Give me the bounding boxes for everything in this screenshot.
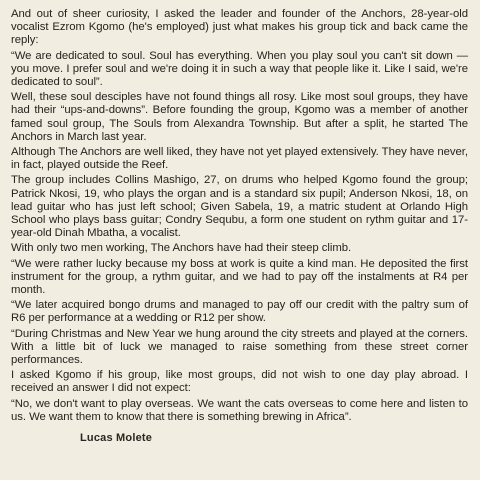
paragraph-closing-quote: “No, we don't want to play overseas. We want the cats overseas to come here and listen to us. We want them to know that there is something brewing in Africa”. — [11, 397, 468, 423]
paragraph-street-corners: “During Christmas and New Year we hung around the city streets and played at the corners. With a little bit of luck we managed to raise something from these street corner performances. — [11, 327, 468, 367]
paragraph-members: The group includes Collins Mashigo, 27, on drums who helped Kgomo found the group; Patrick Nkosi, 19, who plays the organ and is a standard six pupil; Anderson Nkosi, 18, on lead guitar who has just left school; Given Sabela, 19, a matric student at Orlando High School who plays bass guitar; Condry Sequbu, a form one student on rythm guitar and 17-year-old Dinah Mbatha, a vocalist. — [11, 174, 468, 240]
paragraph-steep-climb: With only two men working, The Anchors have had their steep climb. — [11, 242, 352, 255]
paragraph-bongo-drums: “We later acquired bongo drums and managed to pay off our credit with the paltry sum of R6 per performance at a wedding or R12 per show. — [11, 299, 468, 325]
paragraph-ups-and-downs: Well, these soul desciples have not found things all rosy. Like most soul groups, they have had their “ups-and-downs”. Before founding the group, Kgomo was a member of another famed soul group, The Souls from Alexandra Township. But after a split, he started The Anchors in March last year. — [11, 91, 468, 143]
paragraph-abroad-question: I asked Kgomo if his group, like most groups, did not wish to one day play abroad. I received an answer I did not expect: — [11, 369, 468, 395]
paragraph-kind-boss: “We were rather lucky because my boss at work is quite a kind man. He deposited the first instrument for the group, a rythm guitar, and we had to pay off the instalments at R4 per month. — [11, 257, 468, 297]
paragraph-reef: Although The Anchors are well liked, they have not yet played extensively. They have never, in fact, played outside the Reef. — [11, 146, 468, 172]
author-byline: Lucas Molete — [80, 432, 153, 445]
paragraph-quote-soul: “We are dedicated to soul. Soul has everything. When you play soul you can't sit down — you move. I prefer soul and we're doing it in such a way that people like it. Like I said, we're dedicated to soul”. — [11, 49, 468, 89]
paragraph-intro: And out of sheer curiosity, I asked the leader and founder of the Anchors, 28-year-old vocalist Ezrom Kgomo (he's employed) just what makes his group tick and back came the reply: — [11, 8, 468, 47]
